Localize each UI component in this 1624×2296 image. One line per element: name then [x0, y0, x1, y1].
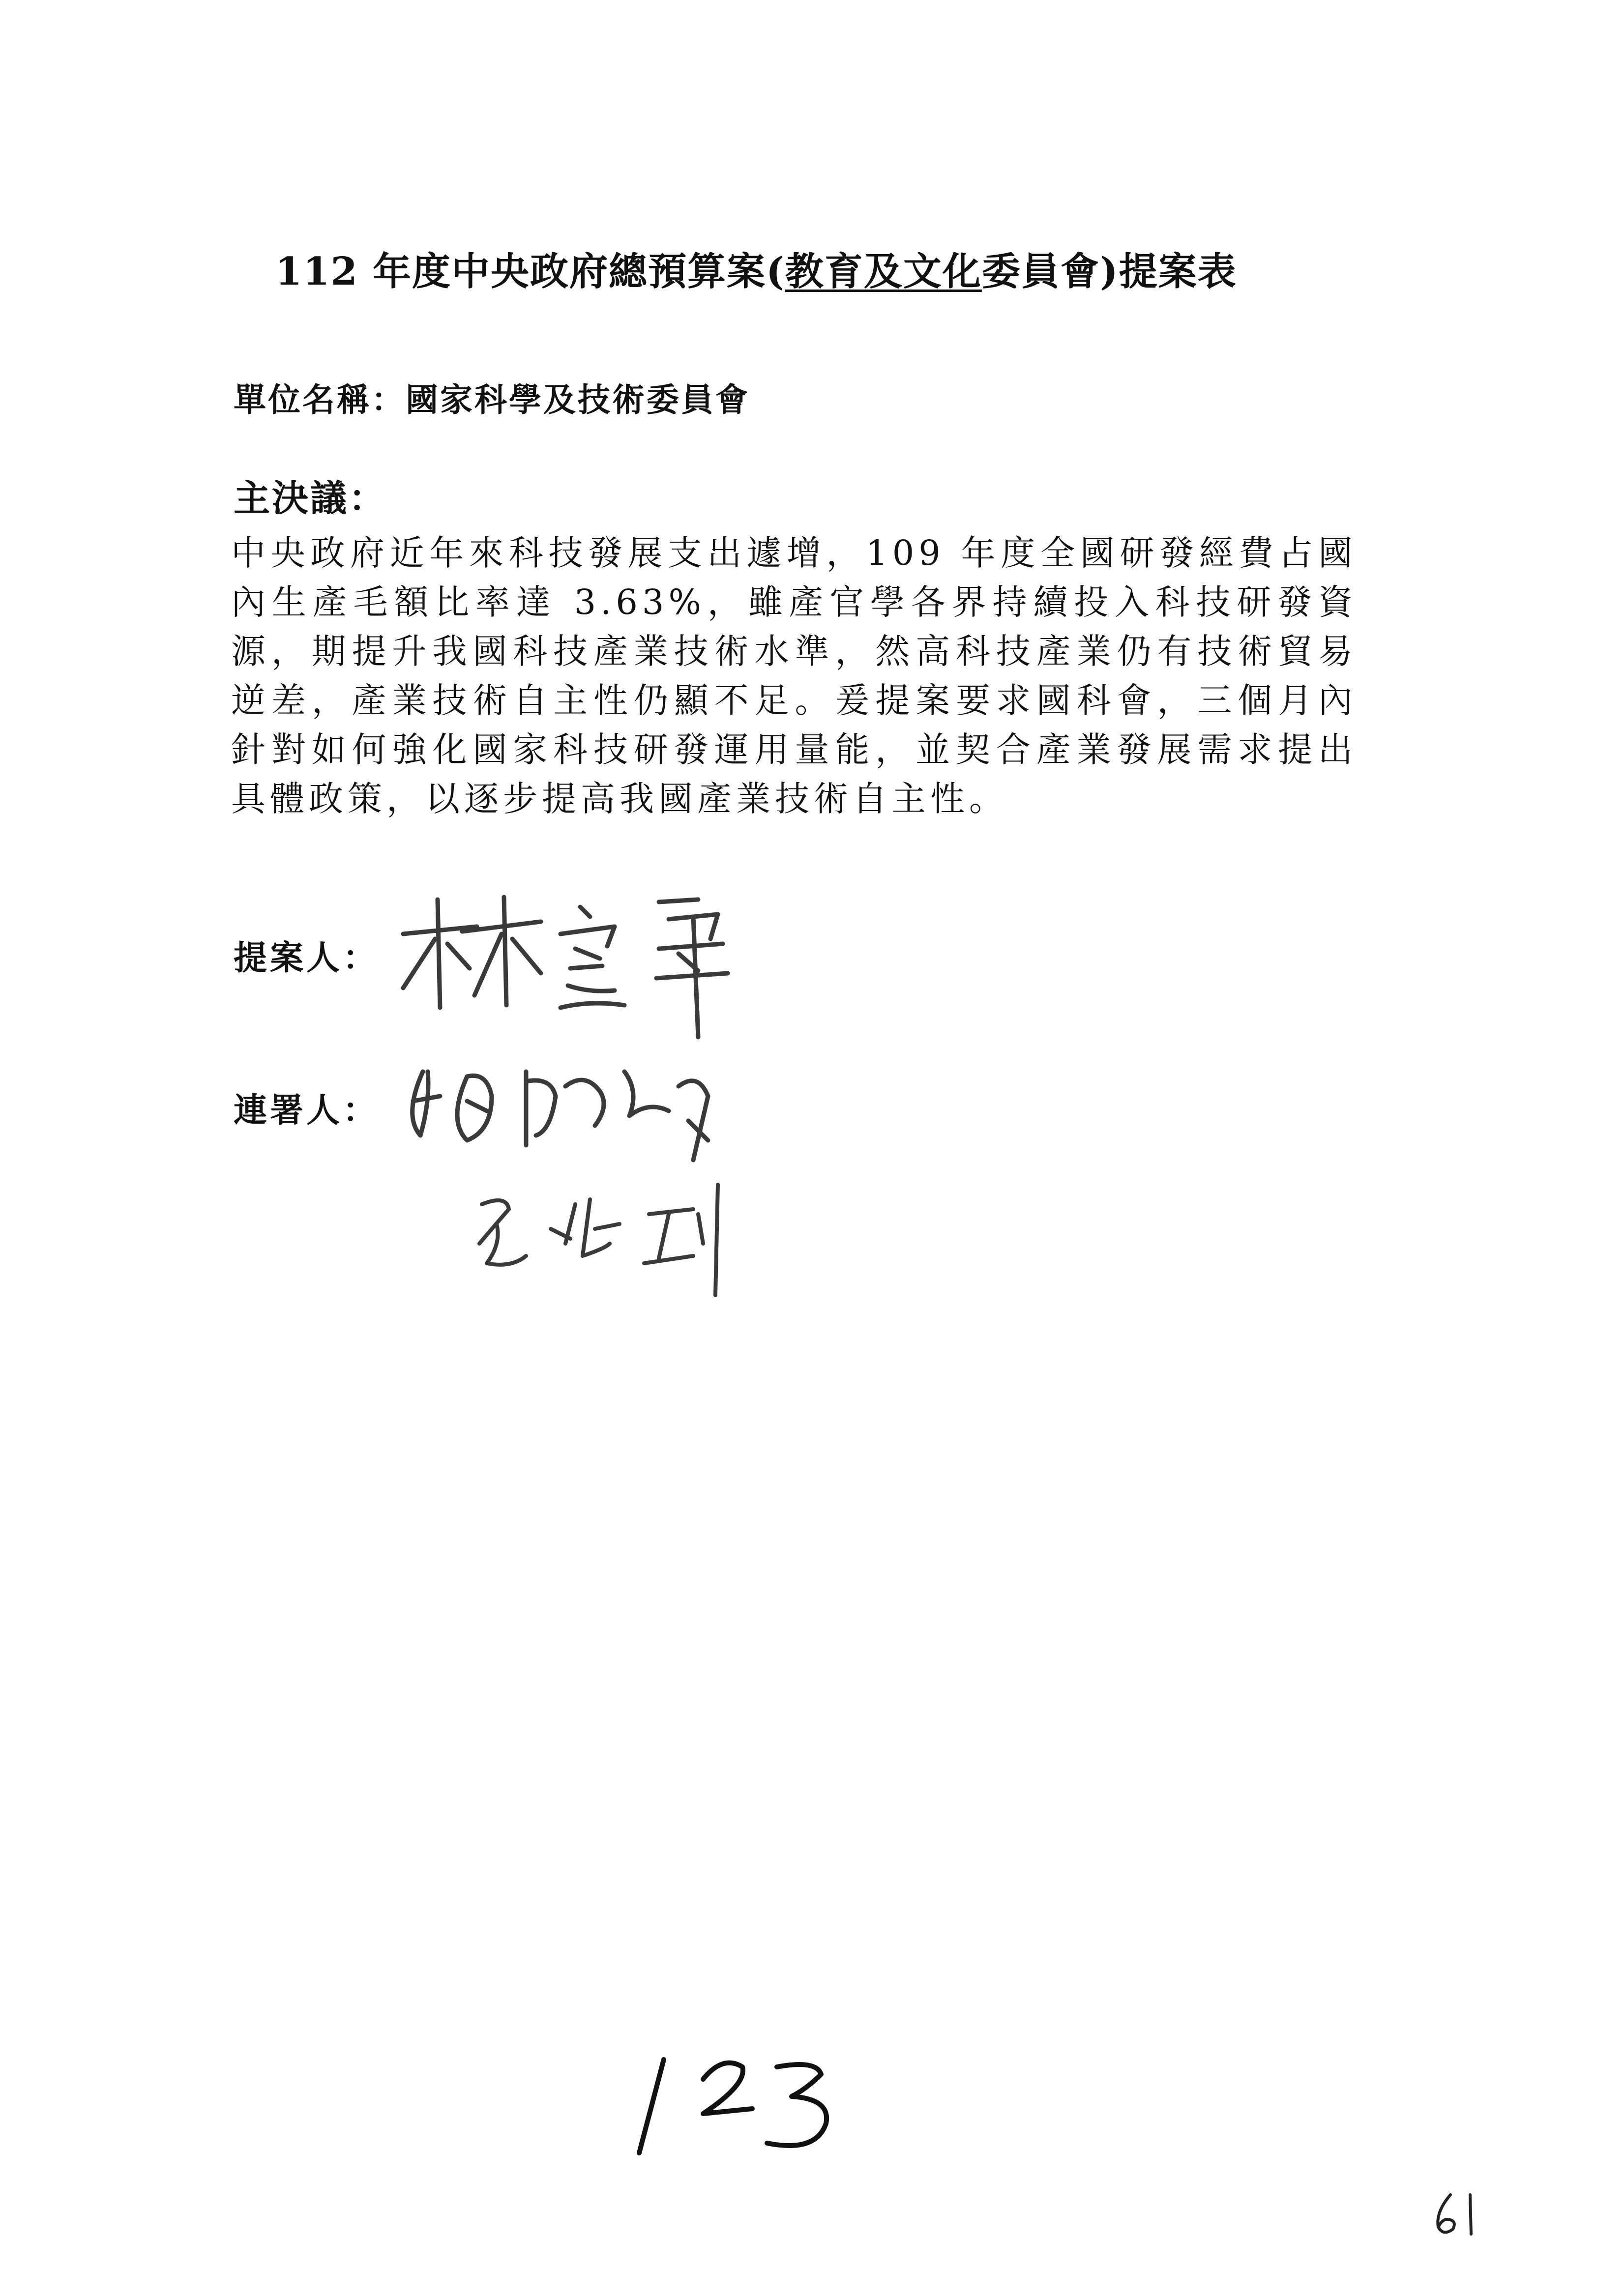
proposer-signature [384, 880, 738, 1042]
title-prefix: 112 年度中央政府總預算案( [275, 249, 785, 294]
cosigner-signature-1 [393, 1042, 747, 1170]
handwritten-number-glyphs [610, 2040, 865, 2168]
proposer-label: 提案人： [234, 938, 380, 978]
cosigner-label: 連署人： [234, 1091, 380, 1130]
unit-line [234, 374, 750, 420]
page-number-glyphs [1426, 2187, 1485, 2241]
page-number [1426, 2187, 1485, 2243]
document-title [275, 241, 1406, 296]
unit-name: 國家科學及技術委員會 [406, 380, 750, 419]
resolution-heading: 主決議： [234, 477, 387, 520]
handwritten-number [610, 2040, 865, 2170]
cosigner-signature-2 [462, 1170, 767, 1298]
title-suffix: 委員會)提案表 [981, 249, 1237, 294]
unit-label: 單位名稱： [234, 380, 406, 419]
resolution-body: 中央政府近年來科技發展支出遽增，109 年度全國研發經費占國內生產毛額比率達 3.63%，雖產官學各界持續投入科技研發資源，期提升我國科技產業技術水準，然高科技產業仍有技術貿易逆差，產業技術自主性仍顯不足。爰提案要求國科會，三個月內針對如何強化國家科技研發運用量能，並契合產業發展需求提出具體政策，以逐步提高我國產業技術自主性。 [231, 533, 1357, 819]
title-committee: 教育及文化 [785, 249, 982, 294]
